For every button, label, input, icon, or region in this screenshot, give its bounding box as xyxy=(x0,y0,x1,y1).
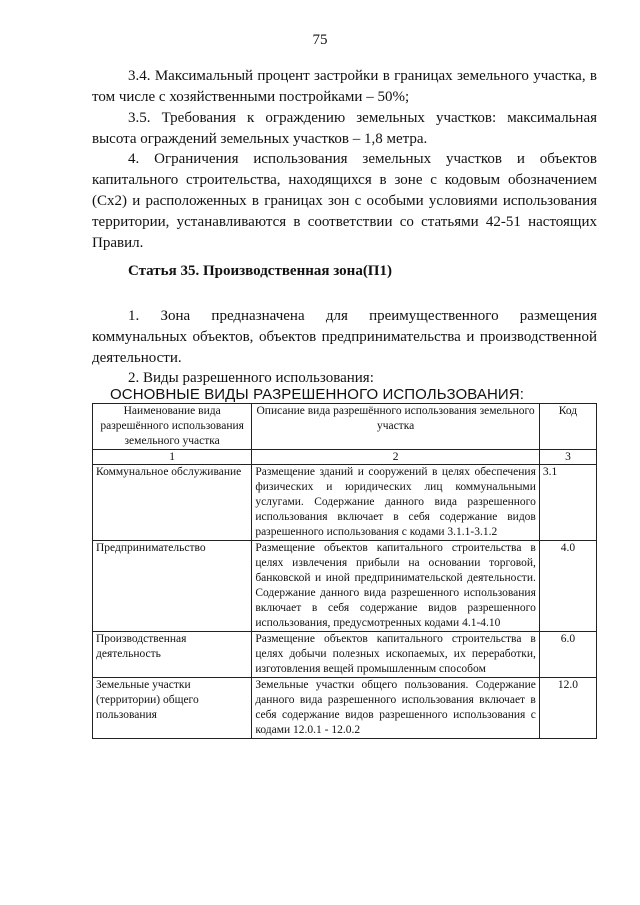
table-row xyxy=(93,678,597,739)
use-name: Земельные участки (территории) общего пользования xyxy=(93,678,252,739)
use-name: Коммунальное обслуживание xyxy=(93,465,252,541)
body-paragraph xyxy=(92,108,597,150)
use-code: 6.0 xyxy=(539,632,596,678)
body-paragraph xyxy=(92,149,597,254)
paragraph-text: 3.5. Требования к ограждению земельных участков: максимальная высота ограждений земельных участков – 1,8 метра. xyxy=(92,110,597,147)
table-header-row xyxy=(93,404,597,450)
table-row xyxy=(93,465,597,541)
paragraph-text: 2. Виды разрешенного использования: xyxy=(128,370,374,386)
permitted-uses-table xyxy=(92,403,597,739)
table-caption: ОСНОВНЫЕ ВИДЫ РАЗРЕШЕННОГО ИСПОЛЬЗОВАНИЯ: xyxy=(110,386,524,403)
header-name: Наименование вида разрешённого использования земельного участка xyxy=(93,404,252,450)
header-description: Описание вида разрешённого использования земельного участка xyxy=(252,404,540,450)
column-number: 2 xyxy=(252,450,540,465)
page-number: 75 xyxy=(312,32,328,48)
table-row xyxy=(93,541,597,632)
paragraph-text: 4. Ограничения использования земельных участков и объектов капитального строительства, находящихся в зоне с кодовым обозначением (Сх2) и расположенных в границах зон с особыми условиями использования территории, устанавливаются в соответствии со статьями 42-51 настоящих Правил. xyxy=(92,151,597,251)
column-number: 1 xyxy=(93,450,252,465)
body-paragraph xyxy=(92,306,597,369)
use-description: Размещение объектов капитального строительства в целях извлечения прибыли на основании торговой, банковской и иной предпринимательской деятельности. Содержание данного вида разрешенного использования включает в себя содержание видов разрешенного использования, предусмотренных кодами 4.1-4.10 xyxy=(252,541,540,632)
column-number-row xyxy=(93,450,597,465)
use-code: 4.0 xyxy=(539,541,596,632)
paragraph-text: 1. Зона предназначена для преимущественного размещения коммунальных объектов, объектов предпринимательства и производственной деятельности. xyxy=(92,308,597,366)
article-title: Статья 35. Производственная зона(П1) xyxy=(128,263,392,279)
paragraph-text: 3.4. Максимальный процент застройки в границах земельного участка, в том числе с хозяйственными постройками – 50%; xyxy=(92,68,597,105)
use-name: Производственная деятельность xyxy=(93,632,252,678)
column-number: 3 xyxy=(539,450,596,465)
use-description: Земельные участки общего пользования. Содержание данного вида разрешенного использования включает в себя содержание видов разрешенного использования с кодами 12.0.1 - 12.0.2 xyxy=(252,678,540,739)
body-paragraph xyxy=(92,66,597,108)
table-row xyxy=(93,632,597,678)
use-name: Предпринимательство xyxy=(93,541,252,632)
use-description: Размещение объектов капитального строительства в целях добычи полезных ископаемых, их переработки, изготовления вещей промышленным способом xyxy=(252,632,540,678)
use-code: 12.0 xyxy=(539,678,596,739)
use-description: Размещение зданий и сооружений в целях обеспечения физических и юридических лиц коммунальными услугами. Содержание данного вида разрешенного использования включает в себя содержание видов разрешенного использования с кодами 3.1.1-3.1.2 xyxy=(252,465,540,541)
header-code: Код xyxy=(539,404,596,450)
use-code: 3.1 xyxy=(539,465,596,541)
